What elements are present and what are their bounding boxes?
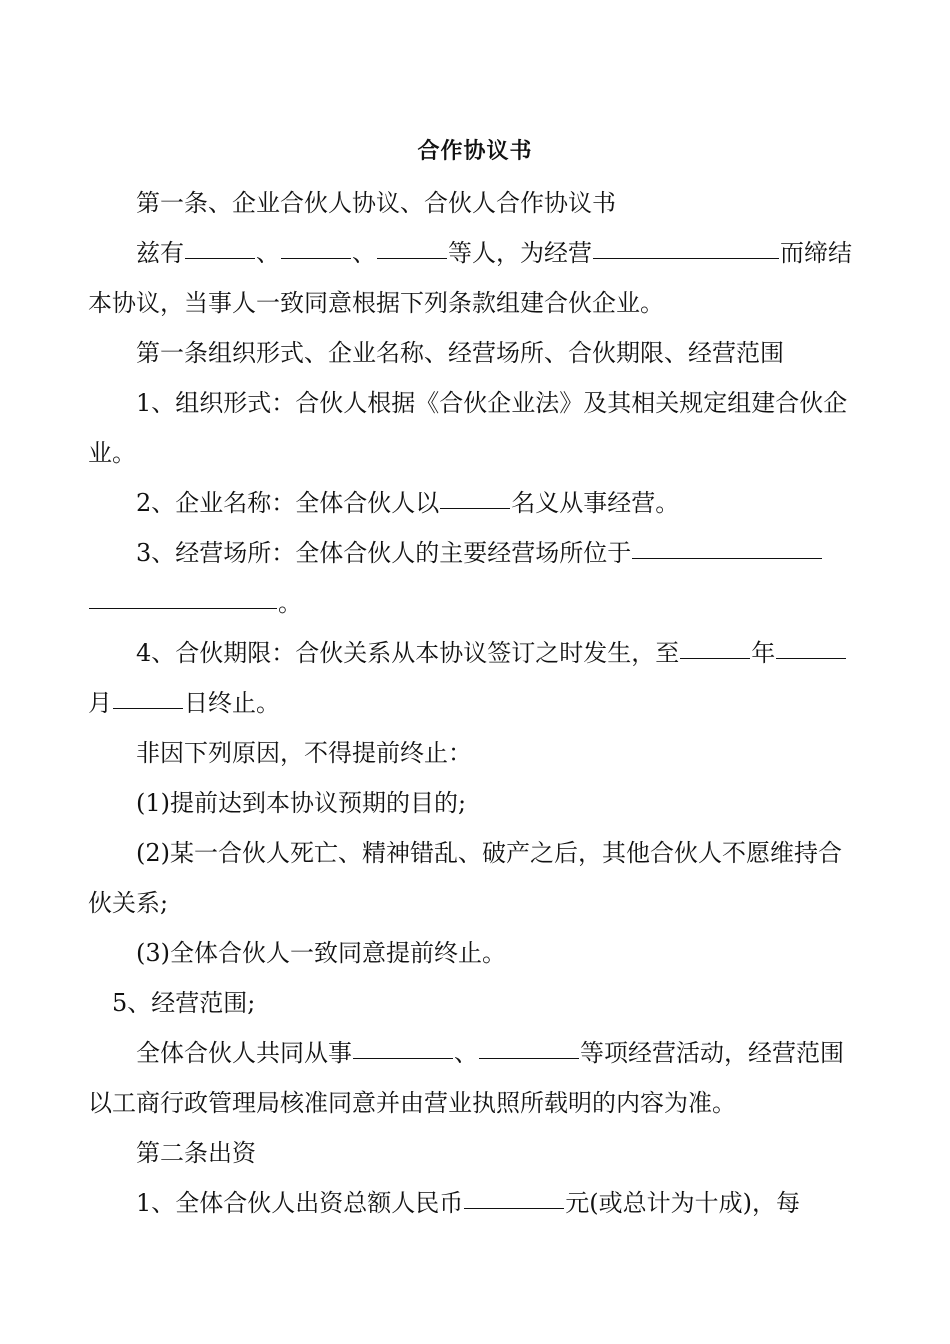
blank-line [464,1207,564,1209]
blank-line [593,257,779,259]
text: 兹有 [136,239,184,267]
text: 4、合伙期限：合伙关系从本协议签订之时发生，至 [136,639,680,667]
text: (3)全体合伙人一致同意提前终止。 [136,939,506,967]
article-heading [88,328,863,378]
blank-line [479,1057,579,1059]
text: 月 [88,689,112,717]
text: 而缔结本协议，当事人一致同意根据下列条款组建合伙企业。 [88,239,852,317]
text: 1、组织形式：合伙人根据《合伙企业法》及其相关规定组建合伙企业。 [88,389,848,467]
document-title: 合作协议书 [417,138,533,164]
text: 。 [278,589,302,617]
text: 、 [256,239,280,267]
text: 第一条、企业合伙人协议、合伙人合作协议书 [136,189,616,217]
text: 非因下列原因，不得提前终止： [136,739,472,767]
text: 元(或总计为十成)，每 [565,1189,801,1217]
blank-line [680,657,750,659]
paragraph-scope-heading [88,978,863,1028]
list-item [88,778,863,828]
text: 、 [454,1039,478,1067]
paragraph-capital [88,1178,863,1228]
paragraph-scope [88,1028,863,1128]
blank-line [89,607,277,609]
article-heading [88,178,863,228]
text: 全体合伙人共同从事 [136,1039,352,1067]
text: 等项经营活动，经营范围以工商行政管理局核准同意并由营业执照所载明的内容为准。 [88,1039,844,1117]
text: 1、全体合伙人出资总额人民币 [136,1189,464,1217]
text: (1)提前达到本协议预期的目的; [136,789,467,817]
blank-line [185,257,255,259]
paragraph-term [88,628,863,728]
text: 名义从事经营。 [511,489,680,517]
text: 日终止。 [184,689,280,717]
text: 、 [352,239,376,267]
list-item [88,928,863,978]
text: 年 [751,639,776,667]
text: 第二条出资 [136,1139,256,1167]
paragraph-parties [88,228,863,328]
blank-line [776,657,846,659]
text: 第一条组织形式、企业名称、经营场所、合伙期限、经营范围 [136,339,784,367]
paragraph-organization [88,378,863,478]
text: 等人，为经营 [448,239,592,267]
paragraph-location [88,528,863,628]
document-body [88,178,863,1228]
paragraph-termination [88,728,863,778]
list-item [88,828,863,928]
text: 2、企业名称：全体合伙人以 [136,489,440,517]
blank-line [281,257,351,259]
article-heading [88,1128,863,1178]
blank-line [632,557,822,559]
blank-line [113,707,183,709]
text: (2)某一合伙人死亡、精神错乱、破产之后，其他合伙人不愿维持合伙关系; [88,839,842,917]
text: 3、经营场所：全体合伙人的主要经营场所位于 [136,539,632,567]
text: 5、经营范围; [112,989,256,1017]
blank-line [377,257,447,259]
blank-line [440,507,510,509]
paragraph-name [88,478,863,528]
blank-line [353,1057,453,1059]
